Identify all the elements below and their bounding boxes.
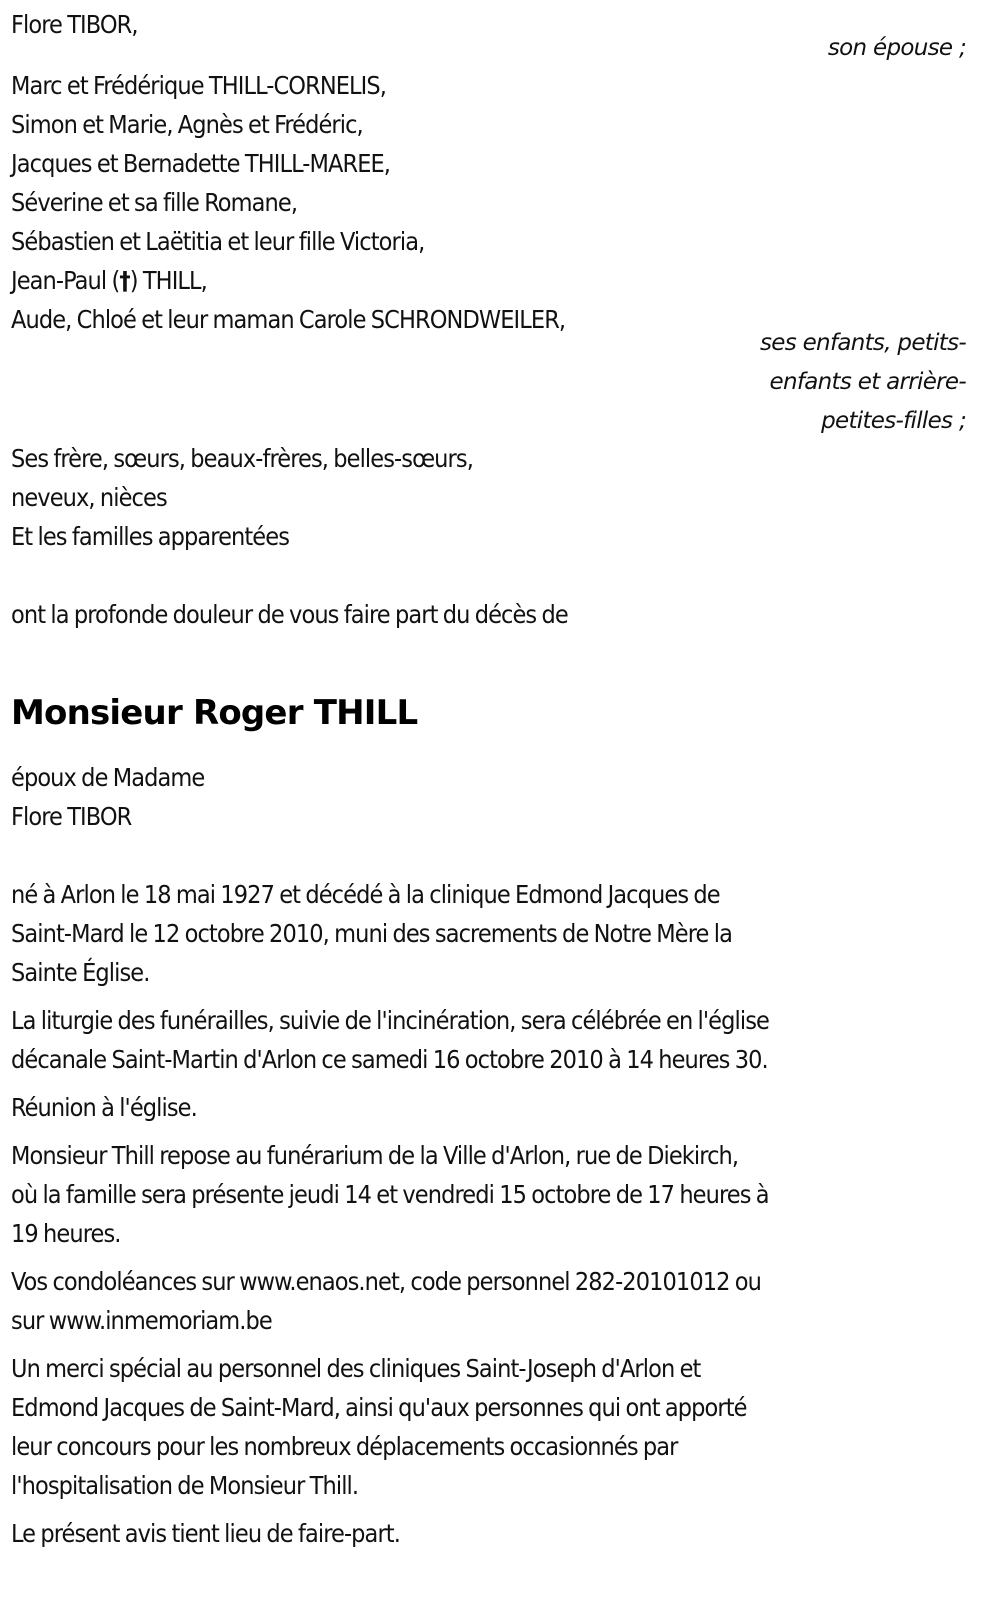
thanks-line: leur concours pour les nombreux déplacements occasionnés par [11,1432,678,1461]
spouse-of-line: Flore TIBOR [11,802,132,831]
family-line-jean-paul [11,266,207,296]
funeral-line: La liturgie des funérailles, suivie de l'incinération, sera célébrée en l'église [11,1006,769,1035]
closing-line: Le présent avis tient lieu de faire-part. [11,1519,400,1548]
funeral-line: décanale Saint-Martin d'Arlon ce samedi 16 octobre 2010 à 14 heures 30. [11,1045,768,1074]
rests-line: Monsieur Thill repose au funérarium de la Ville d'Arlon, rue de Diekirch, [11,1141,739,1170]
family-line: Marc et Frédérique THILL-CORNELIS, [11,71,387,100]
rests-line: où la famille sera présente jeudi 14 et vendredi 15 octobre de 17 heures à [11,1180,769,1209]
children-relation-line: ses enfants, petits- [759,330,966,356]
extended-family-line: Ses frère, sœurs, beaux-frères, belles-sœurs, [11,444,473,473]
family-line: Aude, Chloé et leur maman Carole SCHRONDWEILER, [11,305,566,334]
jean-paul-after: ) THILL, [129,266,207,295]
children-relation-line: enfants et arrière- [769,369,966,395]
family-line: Séverine et sa fille Romane, [11,188,298,217]
rests-line: 19 heures. [11,1219,121,1248]
condolences-line: sur www.inmemoriam.be [11,1306,272,1335]
thanks-line: Edmond Jacques de Saint-Mard, ainsi qu'aux personnes qui ont apporté [11,1393,747,1422]
thanks-line: Un merci spécial au personnel des cliniques Saint-Joseph d'Arlon et [11,1354,701,1383]
birth-death-line: né à Arlon le 18 mai 1927 et décédé à la clinique Edmond Jacques de [11,880,720,909]
family-line: Sébastien et Laëtitia et leur fille Victoria, [11,227,425,256]
extended-family-line: neveux, nièces [11,483,167,512]
spouse-of-line: époux de Madame [11,763,205,792]
birth-death-line: Sainte Église. [11,958,150,987]
condolences-line: Vos condoléances sur www.enaos.net, code personnel 282-20101012 ou [11,1267,761,1296]
extended-family-line: Et les familles apparentées [11,522,290,551]
announcement-text: ont la profonde douleur de vous faire part du décès de [11,600,568,629]
cross-icon: † [119,266,130,295]
birth-death-line: Saint-Mard le 12 octobre 2010, muni des sacrements de Notre Mère la [11,919,732,948]
children-relation-line: petites-filles ; [821,408,966,434]
meeting-line: Réunion à l'église. [11,1093,197,1122]
spouse-relation: son épouse ; [827,35,966,61]
spouse-name: Flore TIBOR, [11,10,138,39]
jean-paul-before: Jean-Paul ( [11,266,120,295]
thanks-line: l'hospitalisation de Monsieur Thill. [11,1471,359,1500]
family-line: Simon et Marie, Agnès et Frédéric, [11,110,363,139]
family-line: Jacques et Bernadette THILL-MAREE, [11,149,391,178]
deceased-name: Monsieur Roger THILL [11,693,418,733]
